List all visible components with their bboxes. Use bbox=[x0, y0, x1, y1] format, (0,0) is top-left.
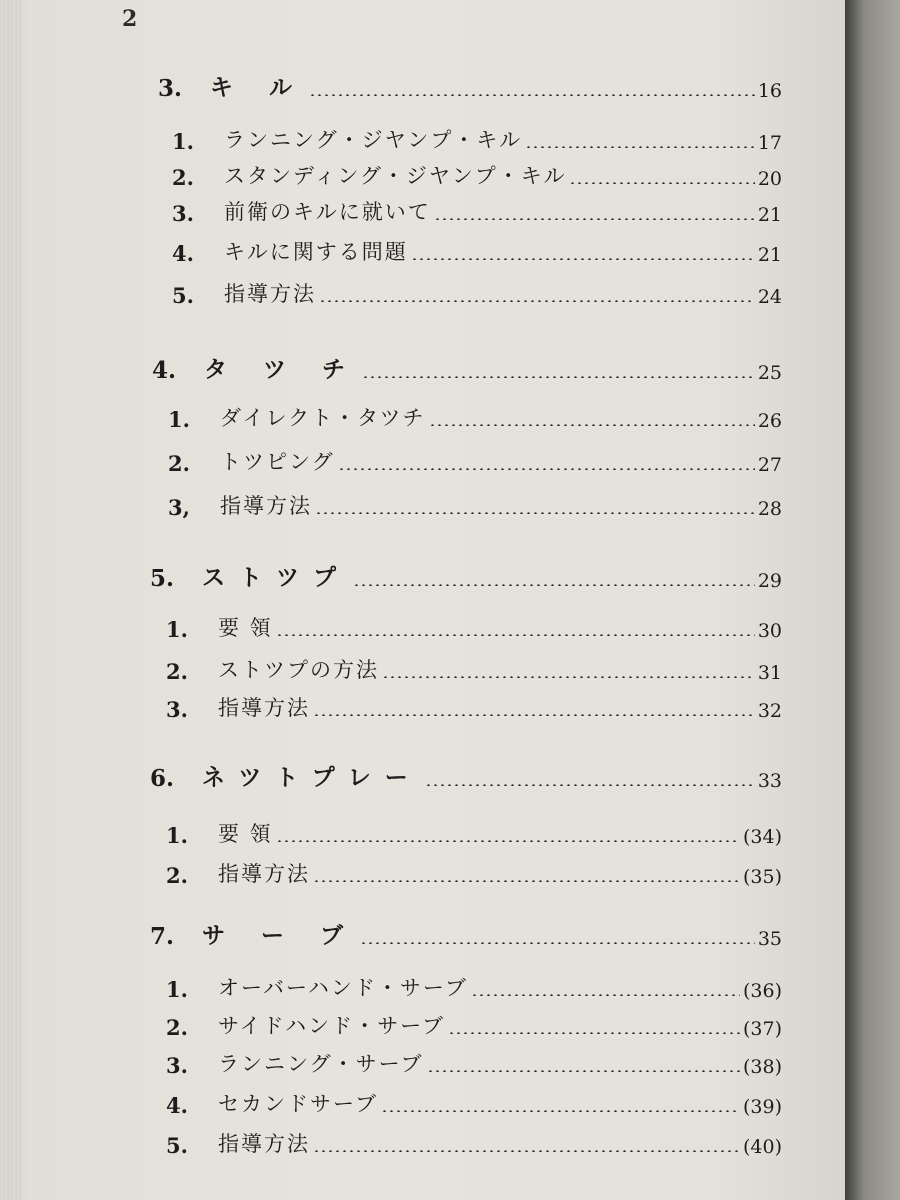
toc-chapter-entry-number: 7. bbox=[150, 923, 175, 950]
toc-section-entry-title: 指導方法 bbox=[224, 282, 316, 306]
toc-chapter-entry-page: 35 bbox=[757, 928, 782, 950]
toc-section-entry bbox=[166, 1048, 782, 1078]
toc-section-entry-title: 指導方法 bbox=[218, 862, 310, 886]
dot-leader bbox=[338, 468, 755, 470]
dot-leader bbox=[360, 942, 755, 944]
toc-section-entry-title: 指導方法 bbox=[218, 1132, 310, 1156]
toc-section-entry bbox=[172, 236, 782, 266]
toc-chapter-entry-page: 29 bbox=[757, 570, 782, 592]
toc-section-entry-number: 5. bbox=[166, 1133, 188, 1158]
toc-section-entry-page: (34) bbox=[742, 826, 782, 848]
toc-section-entry bbox=[166, 692, 782, 722]
toc-section-entry-page: 27 bbox=[757, 454, 782, 476]
toc-section-entry-title: ストツプの方法 bbox=[218, 658, 379, 682]
toc-section-entry-title: サイドハンド・サーブ bbox=[218, 1014, 446, 1038]
toc-section-entry-title: セカンドサーブ bbox=[218, 1092, 378, 1116]
toc-section-entry-title: 指導方法 bbox=[218, 696, 310, 720]
toc-section-entry-number: 3. bbox=[172, 201, 194, 226]
toc-section-entry-title: ランニング・サーブ bbox=[218, 1052, 424, 1076]
toc-chapter-entry-title: ストツプ bbox=[202, 565, 350, 591]
toc-section-entry bbox=[166, 654, 782, 684]
toc-section-entry bbox=[172, 196, 782, 226]
toc-section-entry-number: 3, bbox=[168, 495, 190, 520]
toc-section-entry-page: (37) bbox=[742, 1018, 782, 1040]
toc-section-entry bbox=[168, 490, 782, 520]
dot-leader bbox=[425, 784, 755, 786]
toc-section-entry bbox=[166, 1010, 782, 1040]
toc-chapter-entry-page: 16 bbox=[757, 80, 782, 102]
dot-leader bbox=[313, 1150, 740, 1152]
toc-section-entry-page: (38) bbox=[742, 1056, 782, 1078]
toc-section-entry-page: 26 bbox=[757, 410, 782, 432]
toc-section-entry-number: 2. bbox=[166, 659, 188, 684]
toc-chapter-entry bbox=[158, 70, 782, 102]
toc-section-entry-page: (39) bbox=[742, 1096, 782, 1118]
toc-chapter-entry bbox=[152, 352, 782, 384]
toc-section-entry-page: (40) bbox=[742, 1136, 782, 1158]
toc-section-entry-title: 要 領 bbox=[218, 616, 273, 640]
toc-section-entry bbox=[166, 1128, 782, 1158]
toc-section-entry-page: 21 bbox=[757, 244, 782, 266]
dot-leader bbox=[448, 1032, 740, 1034]
dot-leader bbox=[276, 840, 740, 842]
toc-section-entry-number: 2. bbox=[166, 1015, 188, 1040]
page-number: 2 bbox=[122, 6, 138, 32]
toc-section-entry-number: 1. bbox=[166, 977, 188, 1002]
toc-section-entry-page: 21 bbox=[757, 204, 782, 226]
dot-leader bbox=[313, 714, 755, 716]
toc-section-entry-page: 30 bbox=[757, 620, 782, 642]
toc-section-entry-title: ダイレクト・タツチ bbox=[220, 406, 426, 430]
toc-chapter-entry-title: ネツトプレー bbox=[202, 765, 422, 791]
toc-section-entry-page: 24 bbox=[757, 286, 782, 308]
dot-leader bbox=[569, 182, 754, 184]
toc-chapter-entry-title: サ ー ブ bbox=[202, 923, 358, 949]
dot-leader bbox=[382, 676, 755, 678]
toc-chapter-entry bbox=[150, 918, 782, 950]
toc-section-entry-number: 2. bbox=[166, 863, 188, 888]
toc-section-entry-number: 4. bbox=[172, 241, 194, 266]
toc-chapter-entry bbox=[150, 760, 782, 792]
dot-leader bbox=[411, 258, 755, 260]
dot-leader bbox=[276, 634, 755, 636]
toc-section-entry bbox=[172, 124, 782, 154]
toc-section-entry bbox=[168, 446, 782, 476]
toc-section-entry bbox=[166, 1088, 782, 1118]
toc-section-entry-page: (36) bbox=[742, 980, 782, 1002]
toc-section-entry bbox=[166, 858, 782, 888]
facing-page-edge bbox=[845, 0, 900, 1200]
toc-section-entry bbox=[166, 818, 782, 848]
toc-section-entry-title: オーバーハンド・サーブ bbox=[218, 976, 468, 1000]
toc-chapter-entry-number: 4. bbox=[152, 357, 177, 384]
toc-section-entry bbox=[172, 278, 782, 308]
dot-leader bbox=[381, 1110, 740, 1112]
dot-leader bbox=[313, 880, 740, 882]
toc-section-entry-number: 2. bbox=[168, 451, 190, 476]
dot-leader bbox=[309, 94, 755, 96]
toc-section-entry-page: 32 bbox=[757, 700, 782, 722]
toc-section-entry-title: 指導方法 bbox=[220, 494, 312, 518]
toc-chapter-entry-title: キ ル bbox=[210, 75, 307, 101]
dot-leader bbox=[429, 424, 755, 426]
dot-leader bbox=[434, 218, 755, 220]
toc-section-entry-number: 1. bbox=[166, 617, 188, 642]
toc-chapter-entry-number: 6. bbox=[150, 765, 175, 792]
toc-section-entry-number: 2. bbox=[172, 165, 194, 190]
toc-section-entry bbox=[172, 160, 782, 190]
toc-section-entry-page: (35) bbox=[742, 866, 782, 888]
toc-section-entry-title: キルに関する問題 bbox=[224, 240, 408, 264]
toc-chapter-entry bbox=[150, 560, 782, 592]
toc-chapter-entry-number: 3. bbox=[158, 75, 183, 102]
toc-section-entry-title: 要 領 bbox=[218, 822, 273, 846]
dot-leader bbox=[471, 994, 740, 996]
toc-section-entry-number: 4. bbox=[166, 1093, 188, 1118]
toc-section-entry-title: ランニング・ジヤンプ・キル bbox=[224, 128, 523, 152]
toc-section-entry bbox=[166, 972, 782, 1002]
dot-leader bbox=[315, 512, 755, 514]
toc-section-entry-page: 31 bbox=[757, 662, 782, 684]
toc-section-entry-title: トツピング bbox=[220, 450, 335, 474]
toc-section-entry bbox=[168, 402, 782, 432]
toc-section-entry-number: 1. bbox=[168, 407, 190, 432]
toc-section-entry-number: 1. bbox=[172, 129, 194, 154]
toc-section-entry-title: 前衛のキルに就いて bbox=[224, 200, 431, 224]
toc-section-entry bbox=[166, 612, 782, 642]
toc-section-entry-page: 17 bbox=[757, 132, 782, 154]
dot-leader bbox=[319, 300, 755, 302]
toc-chapter-entry-page: 33 bbox=[757, 770, 782, 792]
toc-chapter-entry-page: 25 bbox=[757, 362, 782, 384]
toc-chapter-entry-title: タ ツ チ bbox=[204, 357, 360, 383]
toc-section-entry-number: 5. bbox=[172, 283, 194, 308]
toc-section-entry-page: 20 bbox=[757, 168, 782, 190]
toc-chapter-entry-number: 5. bbox=[150, 565, 175, 592]
toc-section-entry-number: 1. bbox=[166, 823, 188, 848]
dot-leader bbox=[362, 376, 755, 378]
dot-leader bbox=[525, 146, 755, 148]
dot-leader bbox=[427, 1070, 740, 1072]
dot-leader bbox=[353, 584, 755, 586]
toc-section-entry-page: 28 bbox=[757, 498, 782, 520]
toc-section-entry-title: スタンディング・ジヤンプ・キル bbox=[224, 164, 567, 188]
toc-section-entry-number: 3. bbox=[166, 1053, 188, 1078]
toc-section-entry-number: 3. bbox=[166, 697, 188, 722]
